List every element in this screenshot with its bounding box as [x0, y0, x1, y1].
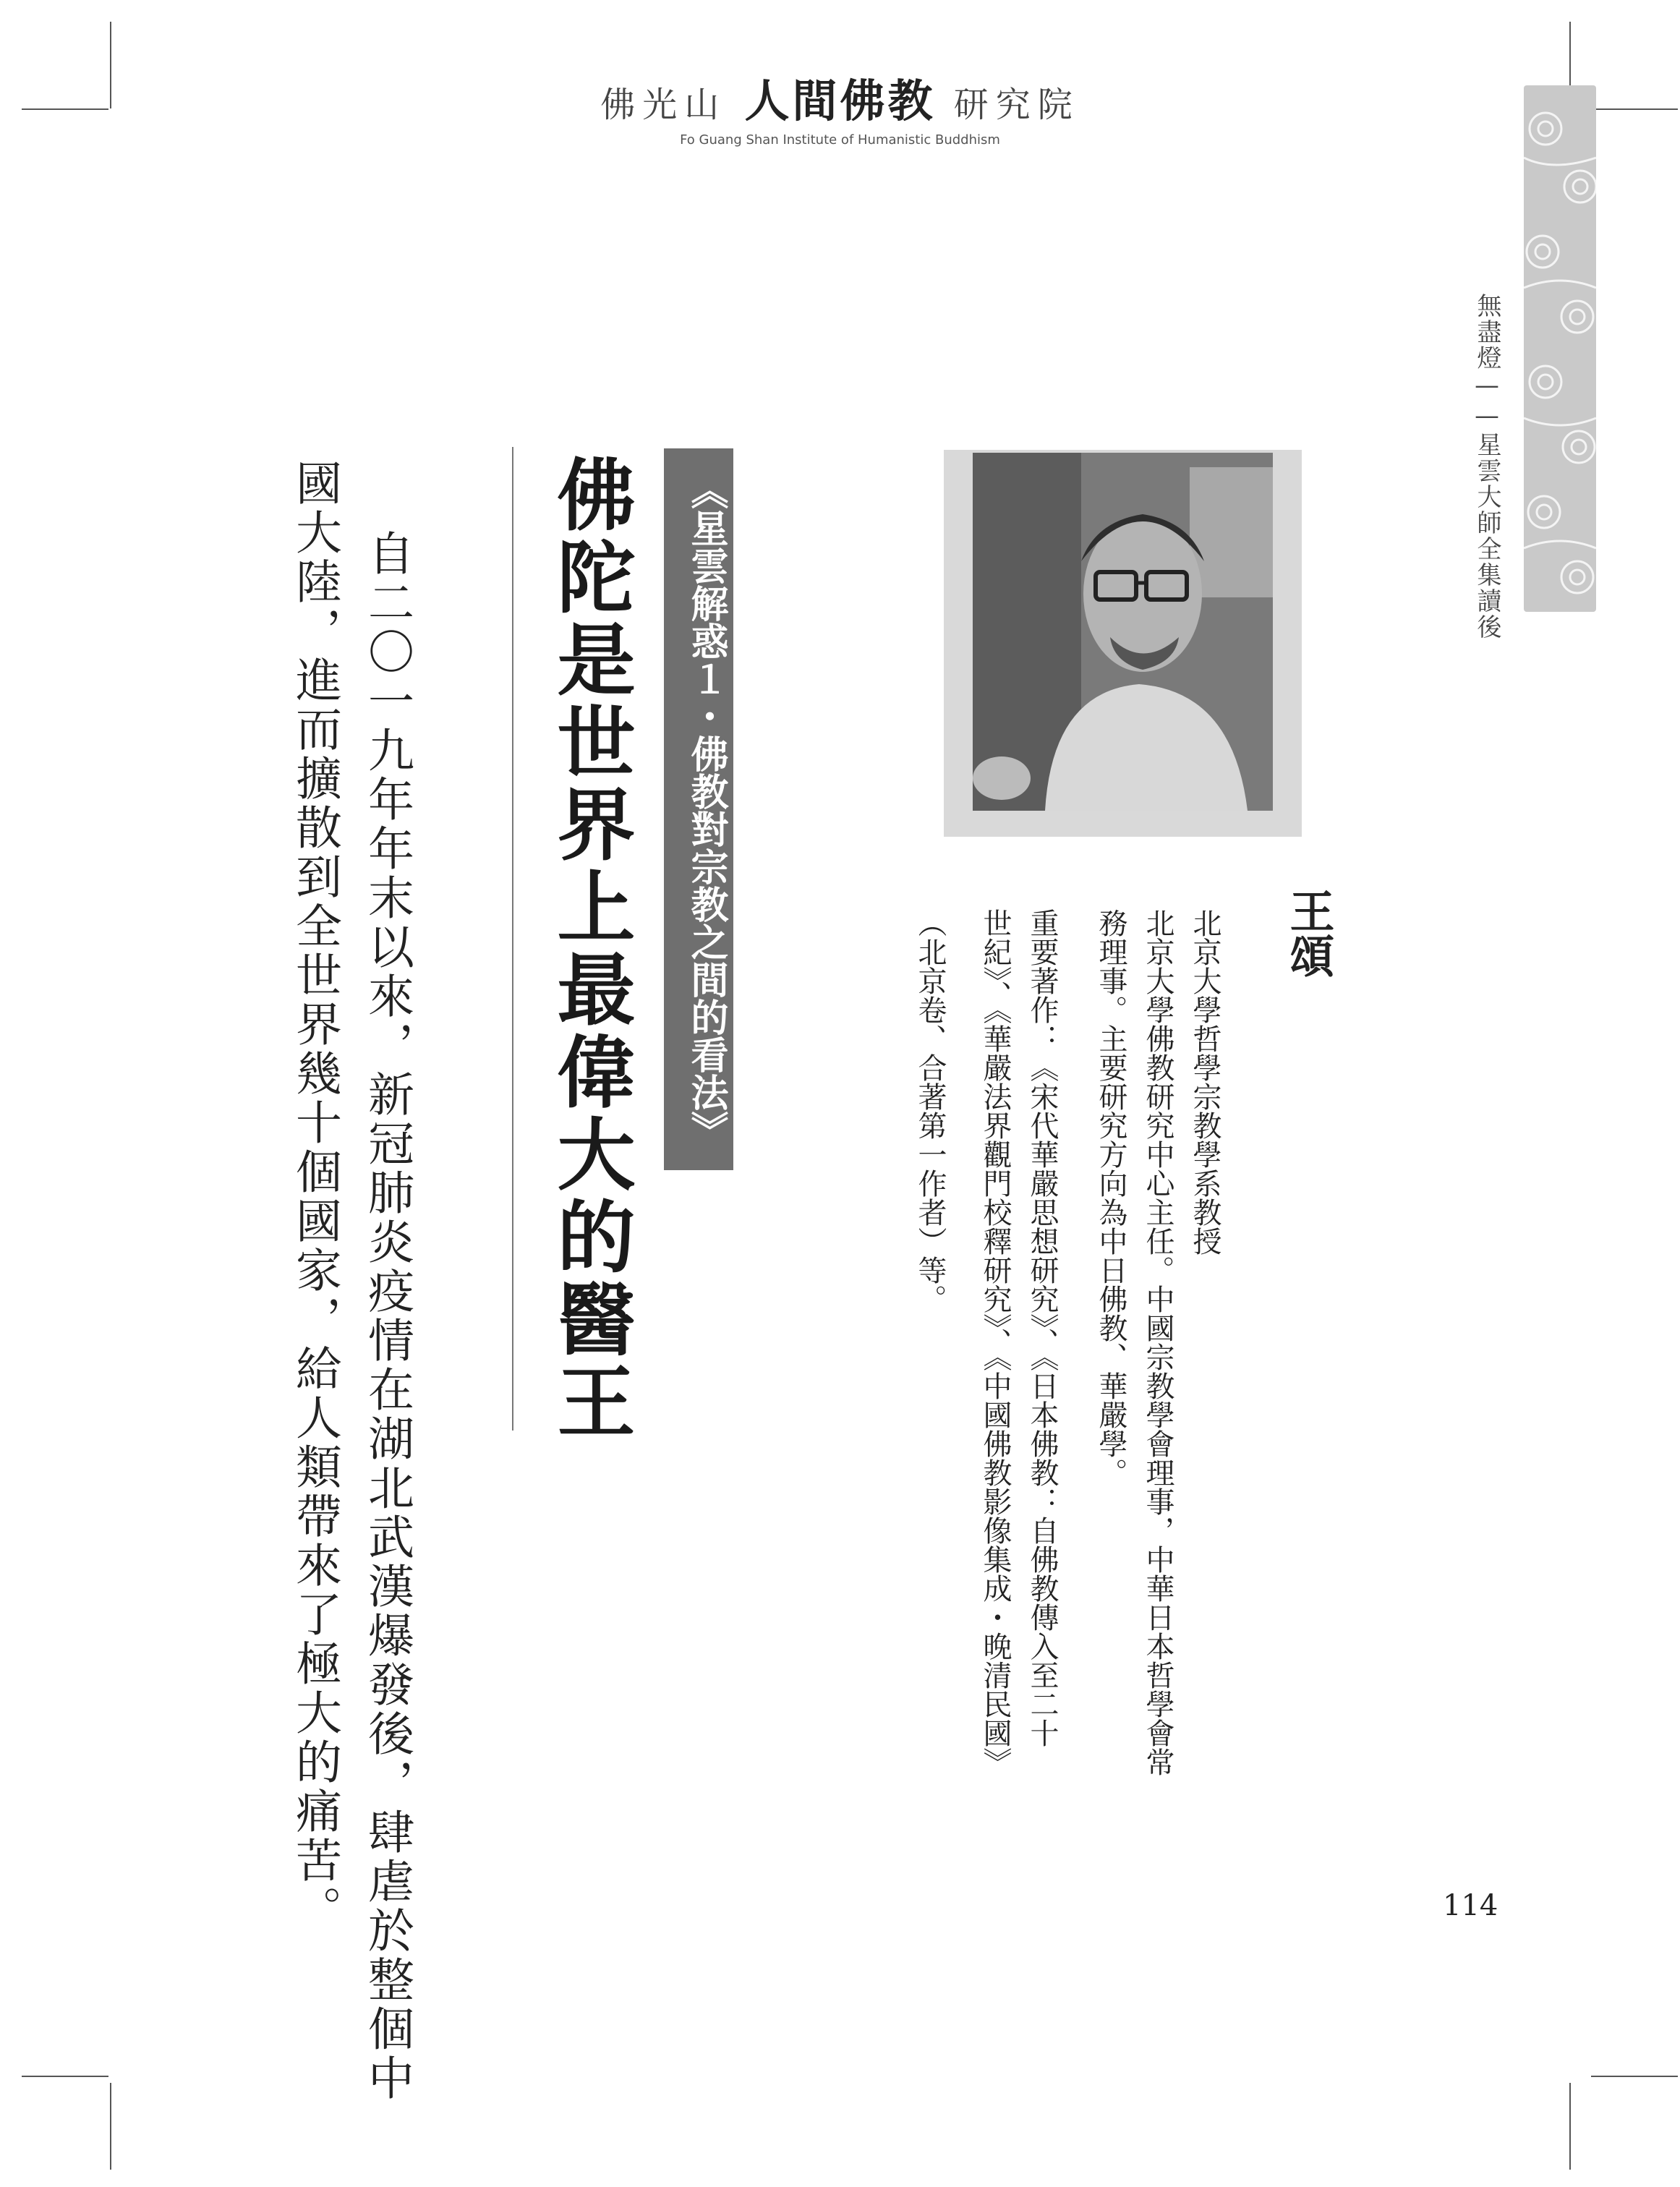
- cloud-pattern-band: [1524, 85, 1596, 612]
- crop-mark: [1569, 2083, 1571, 2170]
- portrait-icon: [973, 453, 1273, 811]
- institute-english-name: Fo Guang Shan Institute of Humanistic Buddhism: [680, 132, 1000, 148]
- title-divider: [512, 447, 513, 1431]
- logo-brand: 人間佛教: [744, 74, 936, 127]
- author-bio-line: 世紀》、《華嚴法界觀門校釋研究》、《中國佛教影像集成・晚清民國》: [978, 908, 1012, 1776]
- author-bio-line: 北京大學佛教研究中心主任。中國宗教學會理事，中華日本哲學會常: [1141, 908, 1174, 1776]
- logo-text-left: 佛光山: [600, 85, 727, 125]
- crop-mark: [110, 2083, 111, 2170]
- author-bio-line: 務理事。主要研究方向為中日佛教、華嚴學。: [1094, 908, 1127, 1487]
- author-photo: [973, 453, 1273, 811]
- logo-text-right: 研究院: [953, 85, 1080, 125]
- institute-logo: [0, 65, 1680, 129]
- body-paragraph-line: 自二〇一九年年末以來，新冠肺炎疫情在湖北武漢爆發後，肆虐於整個中: [360, 529, 414, 2103]
- page-header: [0, 65, 1680, 148]
- crop-mark: [1591, 2076, 1678, 2077]
- body-paragraph-line: 國大陸，進而擴散到全世界幾十個國家，給人類帶來了極大的痛苦。: [288, 459, 341, 1935]
- page-number: 114: [1443, 1889, 1498, 1922]
- crop-mark: [22, 2076, 108, 2077]
- cloud-pattern-icon: [1524, 85, 1596, 612]
- author-name: 王頌: [1282, 888, 1335, 978]
- article-subtitle: 《星雲解惑１・佛教對宗教之間的看法》: [684, 472, 728, 1148]
- author-bio-line: 重要著作：《宋代華嚴思想研究》、《日本佛教：自佛教傳入至二十: [1026, 908, 1059, 1747]
- author-bio-line: （北京卷、合著第一作者）等。: [913, 908, 947, 1313]
- author-bio-line: 北京大學哲學宗教學系教授: [1188, 908, 1221, 1256]
- running-title: 無盡燈——星雲大師全集讀後: [1472, 293, 1501, 640]
- article-title: 佛陀是世界上最偉大的醫王: [544, 454, 635, 1444]
